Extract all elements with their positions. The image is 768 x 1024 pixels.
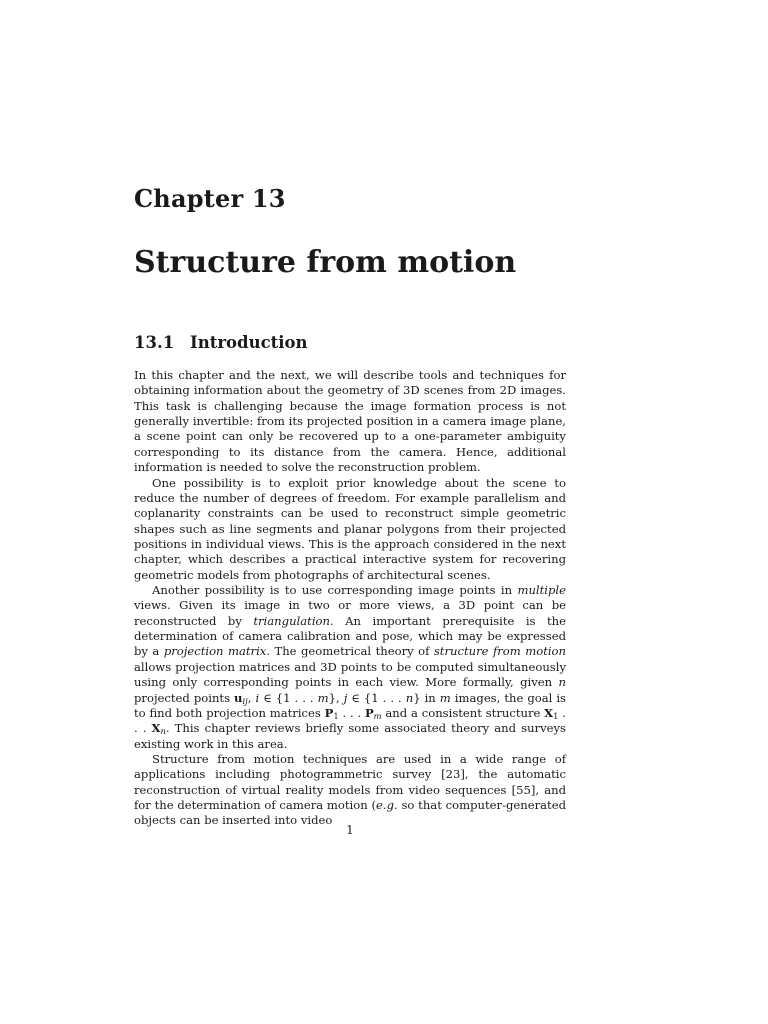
chapter-label: Chapter 13 <box>134 184 286 213</box>
math-matrix: P <box>364 705 374 720</box>
section-number: 13.1 <box>134 333 175 352</box>
math-matrix: P <box>324 705 334 720</box>
text-run: . The geometrical theory of <box>266 644 434 659</box>
paragraph-3 <box>134 583 566 752</box>
math-vector: X <box>151 721 161 736</box>
text-run: allows projection matrices and 3D points to be computed simultaneously using only corresponding points in each view. More formally, given <box>134 659 566 690</box>
emphasis-projection-matrix: projection matrix <box>163 644 267 659</box>
text-run: . . . <box>338 705 365 720</box>
emphasis-multiple: multiple <box>517 583 566 598</box>
text-run: , <box>247 690 256 705</box>
text-run: images, the goal is to find both projection matrices <box>134 690 567 720</box>
text-run: } in <box>413 690 440 705</box>
text-run: ∈ {1 . . . <box>259 690 318 705</box>
text-run: . . . <box>134 705 566 736</box>
emphasis-eg: e.g. <box>376 798 398 813</box>
math-variable: m <box>317 690 329 705</box>
body-text <box>134 368 566 829</box>
paragraph-4 <box>134 752 566 829</box>
math-subscript: m <box>373 710 382 721</box>
chapter-title: Structure from motion <box>134 245 517 280</box>
math-subscript: 1 <box>553 710 559 721</box>
text-run: . An important prerequisite is the determination of camera calibration and pose, which may be expressed by a <box>134 613 566 659</box>
math-vector: X <box>544 705 554 720</box>
text-run: . This chapter reviews briefly some associated theory and surveys existing work in this area. <box>134 721 566 751</box>
text-run: }, <box>328 690 344 705</box>
text-run: Another possibility is to use corresponding image points in <box>152 583 518 598</box>
math-subscript: n <box>160 726 166 737</box>
math-variable: n <box>405 690 414 705</box>
math-vector: u <box>234 690 243 705</box>
emphasis-triangulation: triangulation <box>253 613 330 628</box>
page-number: 1 <box>346 823 354 837</box>
math-variable: n <box>558 675 566 690</box>
math-subscript: 1 <box>333 710 339 721</box>
math-variable: i <box>255 690 260 705</box>
text-run: so that computer-generated objects can be inserted into video <box>134 798 566 828</box>
math-variable: j <box>343 690 348 705</box>
text-run: projected points <box>134 690 235 705</box>
section-title: Introduction <box>190 333 308 352</box>
emphasis-structure-from-motion: structure from motion <box>433 644 567 659</box>
section-heading <box>134 333 308 352</box>
math-subscript: ij <box>242 695 248 706</box>
text-run: views. Given its image in two or more views, a 3D point can be reconstructed by <box>134 598 566 628</box>
math-variable: m <box>439 690 451 705</box>
paragraph-1: In this chapter and the next, we will describe tools and techniques for obtaining information about the geometry of 3D scenes from 2D images. This task is challenging because the image formation process is not generally invertible: from its projected position in a camera image plane, a scene point can only be recovered up to a one-parameter ambiguity corresponding to its distance from the camera. Hence, additional information is needed to solve the reconstruction problem. <box>134 368 566 475</box>
text-run: and a consistent structure <box>381 705 545 720</box>
text-run: ∈ {1 . . . <box>347 690 406 705</box>
paragraph-2: One possibility is to exploit prior knowledge about the scene to reduce the number of degrees of freedom. For example parallelism and coplanarity constraints can be used to reconstruct simple geometric shapes such as line segments and planar polygons from their projected positions in individual views. This is the approach considered in the next chapter, which describes a practical interactive system for recovering geometric models from photographs of architectural scenes. <box>134 475 566 582</box>
text-run: Structure from motion techniques are used in a wide range of applications including photogrammetric survey [23], the automatic reconstruction of virtual reality models from video sequences [55], and for the determination of camera motion ( <box>134 751 566 813</box>
